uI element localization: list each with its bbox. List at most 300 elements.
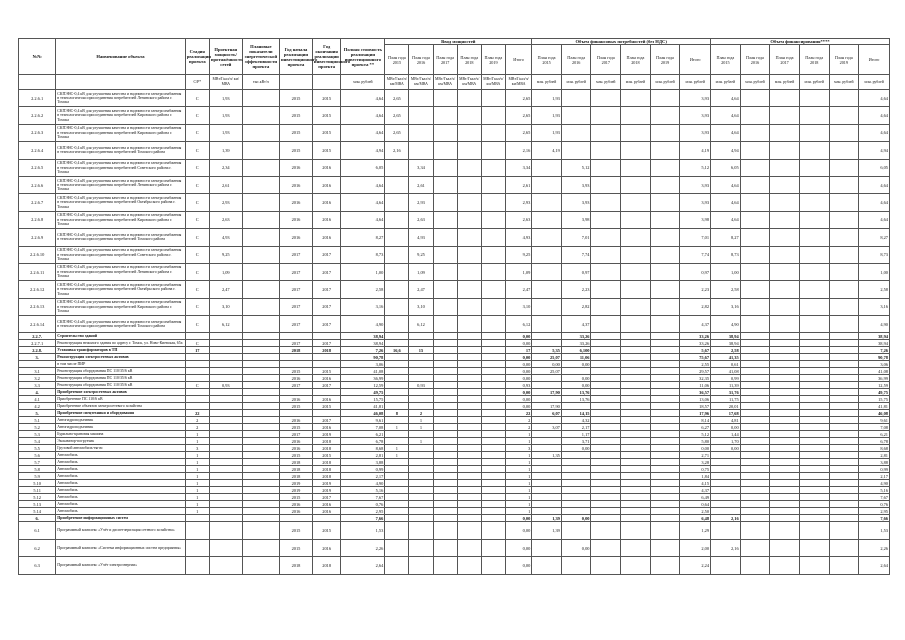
cell-b [409,142,433,159]
cell-it: 0,00 [505,340,531,347]
table-body [19,90,890,575]
cell-empty [481,396,505,403]
cell-tot: 2,81 [341,452,385,459]
cell-empty [591,333,621,340]
cell-empty [457,539,481,556]
cell-b: 1 [409,417,433,424]
cell-f1: 6,07 [532,410,562,417]
cell-empty [242,263,279,280]
table-row [19,316,890,333]
cell-empty [770,410,800,417]
cell-empty [799,316,829,333]
cell-f1 [532,194,562,211]
cell-n [19,361,56,368]
cell-empty [433,354,457,361]
cell-b: 3,10 [409,298,433,315]
cell-f1: 1,93 [532,90,562,107]
cell-empty [457,316,481,333]
cell-st: С [185,211,209,228]
cell-b [409,90,433,107]
cell-tot: 2,58 [341,281,385,298]
table-row [19,396,890,403]
cell-a [385,159,409,176]
header-total: Итого [859,45,890,75]
cell-empty [457,159,481,176]
cell-b [409,466,433,473]
cell-empty [591,159,621,176]
cell-pw: 2,93 [209,194,242,211]
cell-gi: 1,53 [859,522,890,539]
cell-empty [621,487,651,494]
cell-st: С [185,124,209,141]
cell-empty [621,90,651,107]
cell-g1: 31,76 [711,389,741,396]
cell-tot: 38,94 [341,340,385,347]
unit-rub: млн. рублей [829,75,859,90]
cell-tot: 36,99 [341,375,385,382]
cell-ye: 2016 [312,211,341,228]
cell-empty [457,466,481,473]
cell-b [409,459,433,466]
cell-empty [770,459,800,466]
cell-empty [457,361,481,368]
cell-empty [481,445,505,452]
cell-fi: 0,64 [680,501,711,508]
table-row [19,333,890,340]
cell-st: С [185,340,209,347]
cell-f1 [532,459,562,466]
cell-ye [312,333,341,340]
cell-empty [740,410,770,417]
cell-b: 3,34 [409,159,433,176]
cell-empty [740,107,770,124]
cell-a [385,263,409,280]
cell-f1 [532,487,562,494]
cell-empty [242,522,279,539]
cell-fi: 33,26 [680,340,711,347]
cell-empty [621,316,651,333]
cell-empty [481,333,505,340]
cell-tot: 4,90 [341,480,385,487]
cell-b: 4,93 [409,229,433,246]
unit-stage: С/Р* [185,75,209,90]
cell-empty [770,522,800,539]
unit-rub: млн. рублей [711,75,741,90]
cell-empty [829,487,859,494]
cell-b [409,508,433,515]
cell-empty [829,539,859,556]
cell-n: 2.2.6.13 [19,298,56,315]
cell-empty [621,480,651,487]
cell-empty [481,211,505,228]
header-total-cost: Полная стоимость реализации инвестиционного проекта ** [341,39,385,75]
cell-empty [457,194,481,211]
cell-g1: 2,16 [711,515,741,522]
cell-empty [481,176,505,193]
cell-empty [481,229,505,246]
cell-a [385,539,409,556]
cell-n: 3. [19,354,56,361]
cell-pw: 1,93 [209,124,242,141]
cell-f1 [532,333,562,340]
cell-empty [799,263,829,280]
cell-it: 17 [505,347,531,354]
cell-gi: 90,78 [859,354,890,361]
cell-empty [242,194,279,211]
cell-gi: 0,99 [859,466,890,473]
cell-g1 [711,480,741,487]
cell-ye: 2019 [312,480,341,487]
cell-gi: 38,94 [859,340,890,347]
cell-b [409,494,433,501]
cell-pw: 6,12 [209,316,242,333]
cell-pw: 0,93 [209,382,242,389]
cell-empty [433,501,457,508]
table-row [19,142,890,159]
cell-it: 22 [505,410,531,417]
cell-f2 [561,473,591,480]
cell-empty [621,229,651,246]
cell-empty [829,508,859,515]
cell-it: 2 [505,417,531,424]
cell-tot: 0,76 [341,501,385,508]
cell-g1 [711,508,741,515]
cell-a: 2,65 [385,124,409,141]
cell-f2: 0,00 [561,539,591,556]
cell-gi: 4,64 [859,176,890,193]
cell-empty [433,340,457,347]
cell-f1: 1,39 [532,515,562,522]
cell-pw [209,410,242,417]
cell-empty [242,382,279,389]
table-row [19,211,890,228]
cell-ys: 2016 [280,417,313,424]
cell-empty [242,211,279,228]
cell-ys [280,333,313,340]
cell-it: 0,00 [505,375,531,382]
cell-f1 [532,473,562,480]
table-row [19,494,890,501]
cell-ys: 2016 [280,229,313,246]
cell-empty [740,124,770,141]
cell-st [185,396,209,403]
unit-rub: млн. рублей [561,75,591,90]
cell-empty [591,557,621,574]
cell-st [185,557,209,574]
cell-ys: 2015 [280,403,313,410]
cell-f2: 33,26 [561,340,591,347]
cell-empty [621,417,651,424]
cell-pw [209,375,242,382]
header-efficiency: Плановые показатели энергетической эффективности проекта [242,39,279,75]
cell-empty [591,316,621,333]
cell-name: Автомобиль [56,459,185,466]
cell-empty [770,298,800,315]
cell-ye: 2016 [312,159,341,176]
cell-empty [481,347,505,354]
cell-empty [770,431,800,438]
cell-empty [799,487,829,494]
cell-fi: 29,57 [680,368,711,375]
cell-empty [457,90,481,107]
cell-st: 17 [185,347,209,354]
cell-empty [650,298,680,315]
cell-ye: 2019 [312,487,341,494]
header-y2016: План года 2016 [740,45,770,75]
cell-ye: 2016 [312,375,341,382]
cell-f2: 4,37 [561,316,591,333]
cell-empty [740,340,770,347]
cell-empty [591,473,621,480]
cell-empty [433,159,457,176]
cell-empty [829,403,859,410]
cell-empty [770,194,800,211]
cell-empty [740,354,770,361]
header-y2015: План года 2015 [385,45,409,75]
cell-empty [799,176,829,193]
unit-rub: млн. рублей [591,75,621,90]
cell-empty [829,431,859,438]
cell-empty [457,142,481,159]
cell-gi: 6,78 [859,438,890,445]
cell-empty [650,90,680,107]
cell-pw: 1,93 [209,107,242,124]
cell-empty [481,194,505,211]
cell-empty [621,246,651,263]
cell-empty [770,445,800,452]
cell-pw [209,340,242,347]
cell-n: 3.1 [19,368,56,375]
cell-a [385,480,409,487]
cell-g1 [711,466,741,473]
header-y2018: План года 2018 [621,45,651,75]
cell-empty [650,124,680,141]
cell-a [385,438,409,445]
cell-ys: 2018 [280,473,313,480]
cell-b [409,124,433,141]
cell-n: 2.2.6.5 [19,159,56,176]
cell-tot: 8,73 [341,246,385,263]
cell-tot: 1,00 [341,263,385,280]
cell-empty [829,263,859,280]
cell-n: 5.7 [19,459,56,466]
cell-it: 1 [505,501,531,508]
cell-empty [621,403,651,410]
cell-empty [770,159,800,176]
cell-empty [591,431,621,438]
cell-empty [829,340,859,347]
cell-empty [740,211,770,228]
cell-empty [621,508,651,515]
cell-empty [799,557,829,574]
cell-empty [621,375,651,382]
cell-g1 [711,452,741,459]
cell-n: 5.4 [19,438,56,445]
cell-empty [799,375,829,382]
cell-b [409,501,433,508]
cell-f1 [532,263,562,280]
cell-empty [650,176,680,193]
table-row [19,438,890,445]
cell-empty [799,473,829,480]
cell-empty [740,375,770,382]
cell-empty [621,459,651,466]
cell-empty [242,124,279,141]
cell-ys: 2016 [280,194,313,211]
cell-empty [481,515,505,522]
cell-ye: 2018 [312,473,341,480]
cell-ys: 2016 [280,375,313,382]
cell-empty [829,473,859,480]
cell-empty [481,382,505,389]
cell-n: 5.13 [19,501,56,508]
cell-empty [457,438,481,445]
cell-empty [650,396,680,403]
cell-f1 [532,298,562,315]
header-name: Наименование объекта [56,39,185,75]
cell-empty [799,452,829,459]
table-row [19,375,890,382]
cell-empty [457,368,481,375]
cell-pw [209,466,242,473]
cell-empty [621,298,651,315]
cell-a [385,459,409,466]
cell-fi: 5,12 [680,431,711,438]
cell-ye: 2015 [312,368,341,375]
cell-empty [740,438,770,445]
cell-empty [591,487,621,494]
cell-gi: 6,21 [859,431,890,438]
cell-empty [481,354,505,361]
cell-empty [481,298,505,315]
unit-rub: млн. рублей [770,75,800,90]
cell-empty [770,246,800,263]
cell-st: 22 [185,410,209,417]
cell-empty [799,368,829,375]
cell-fi: 0,97 [680,263,711,280]
cell-empty [650,494,680,501]
cell-empty [591,361,621,368]
cell-n: 2.2.6.4 [19,142,56,159]
cell-ys: 2015 [280,522,313,539]
cell-ye: 2016 [312,194,341,211]
cell-empty [242,396,279,403]
unit-rub: млн. рублей [680,75,711,90]
cell-a: 1 [385,452,409,459]
cell-empty [770,347,800,354]
unit-mva: МВт/Гкал/ч/ км/МВА [505,75,531,90]
cell-empty [591,142,621,159]
cell-g1 [711,494,741,501]
cell-empty [433,229,457,246]
cell-tot: 2,64 [341,557,385,574]
cell-empty [650,263,680,280]
cell-empty [481,487,505,494]
cell-empty [829,522,859,539]
cell-pw [209,494,242,501]
cell-empty [829,501,859,508]
cell-fi: 2,82 [680,298,711,315]
cell-f1 [532,557,562,574]
cell-gi: 49,75 [859,389,890,396]
cell-n: 5.5 [19,445,56,452]
cell-empty [457,340,481,347]
cell-ye: 2017 [312,298,341,315]
cell-n: 4.2 [19,403,56,410]
cell-empty [740,229,770,246]
cell-ys [280,361,313,368]
cell-fi: 4,37 [680,316,711,333]
cell-b [409,361,433,368]
cell-empty [799,142,829,159]
cell-a [385,522,409,539]
cell-b [409,522,433,539]
cell-n: 5.10 [19,480,56,487]
cell-gi: 2,17 [859,473,890,480]
header-y2016: План года 2016 [409,45,433,75]
cell-empty [829,375,859,382]
cell-empty [799,347,829,354]
cell-f2 [561,494,591,501]
cell-tot: 2,26 [341,539,385,556]
table-row [19,90,890,107]
cell-n: 6.2 [19,539,56,556]
cell-ys: 2015 [280,494,313,501]
cell-empty [740,142,770,159]
cell-empty [770,417,800,424]
cell-name: Реконструкция нежилого здания по адресу г. Томск, ул. Ново-Киевская, 65а [56,340,185,347]
cell-empty [433,417,457,424]
cell-tot: 4,64 [341,107,385,124]
cell-empty [591,508,621,515]
cell-empty [829,176,859,193]
cell-ys: 2016 [280,445,313,452]
cell-b [409,375,433,382]
cell-it: 0,00 [505,333,531,340]
cell-b [409,431,433,438]
cell-empty [433,124,457,141]
cell-ye: 2017 [312,382,341,389]
cell-fi: 0,75 [680,466,711,473]
cell-st: 2 [185,417,209,424]
cell-empty [242,445,279,452]
cell-empty [650,347,680,354]
cell-empty [591,445,621,452]
cell-empty [481,375,505,382]
cell-ye [312,354,341,361]
cell-empty [433,557,457,574]
cell-empty [242,246,279,263]
cell-gi: 4,90 [859,480,890,487]
cell-empty [770,438,800,445]
cell-empty [650,557,680,574]
header-group-sources: Объем финансирования**** [711,39,890,45]
cell-gi: 5,16 [859,487,890,494]
cell-f1: 17,90 [532,403,562,410]
cell-empty [481,424,505,431]
cell-empty [433,375,457,382]
cell-empty [242,229,279,246]
cell-empty [621,410,651,417]
unit-mva: МВт/Гкал/ч/ км/МВА [457,75,481,90]
cell-tot: 46,08 [341,410,385,417]
cell-empty [829,142,859,159]
cell-it: 1 [505,487,531,494]
cell-st [185,389,209,396]
cell-pw [209,368,242,375]
cell-gi: 2,64 [859,557,890,574]
cell-ys: 2016 [280,176,313,193]
